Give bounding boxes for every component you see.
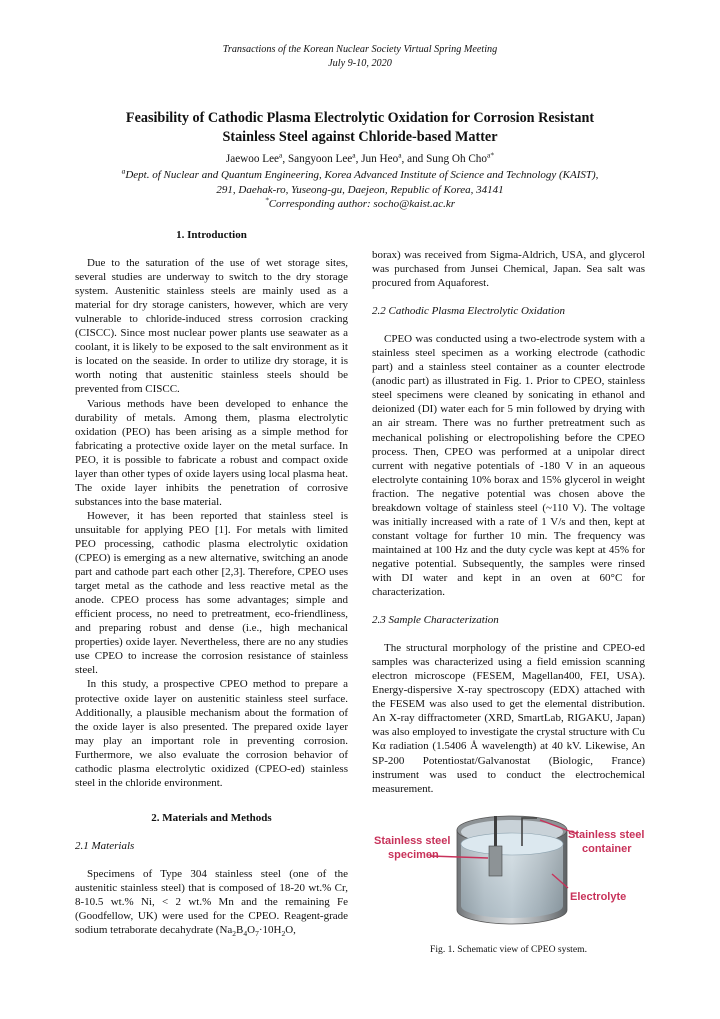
intro-paragraph-4: In this study, a prospective CPEO method to prepare a protective oxide layer on austenitic stainless steel surface. Additionally, a plausible mechanism about the formation of the oxide layer is also presented. The prepared oxide layer may play an important role in preventing corrosion. Furthermore, we also evaluate the corrosion behavior of cathodic plasma electrolytic oxidized (CPEO-ed) stainless steel in the chloride environment.	[75, 678, 348, 789]
intro-paragraph-3: However, it has been reported that stainless steel is unsuitable for applying PEO [1]. For metals with limited PEO processing, cathodic plasma electrolytic oxidation (CPEO) is emerging as a new alternative, switching an anode part and cathode part each other [2,3]. Therefore, CPEO uses target metal as the cathode and less reactive metal as the anode. CPEO process has some advantages; simple and efficient process, no need to pretreatment, eco-friendliness, and preparing robust and dense (i.e., high mechanical properties) oxide layer. Nevertheless, there are no any studies use CPEO to increase the corrosion resistance of stainless steel.	[75, 509, 348, 677]
label-electrolyte: Electrolyte	[570, 891, 627, 903]
conference-header	[0, 44, 720, 69]
formula-subscript: 2	[232, 929, 237, 939]
paper-title	[60, 109, 660, 147]
formula-part: ·10H	[258, 924, 282, 937]
figure-1-caption: Fig. 1. Schematic view of CPEO system.	[430, 944, 587, 955]
subsection-heading-characterization: 2.3 Sample Characterization	[372, 614, 499, 627]
section-heading-introduction: 1. Introduction	[176, 229, 247, 241]
title-line-2: Stainless Steel against Chloride-based Matter	[222, 129, 498, 145]
author-name: and Sung Oh Cho	[407, 153, 487, 165]
affiliation-line-1	[40, 168, 680, 183]
cpeo-schematic-illustration	[372, 812, 645, 930]
label-container-line-2: container	[582, 843, 632, 855]
subsection-heading-cpeo: 2.2 Cathodic Plasma Electrolytic Oxidation	[372, 305, 565, 318]
author-affil-mark: a	[279, 150, 283, 160]
title-line-1: Feasibility of Cathodic Plasma Electrolytic Oxidation for Corrosion Resistant	[125, 110, 595, 126]
label-specimen-line-1: Stainless steel	[374, 835, 451, 847]
label-container-line-1: Stainless steel	[568, 829, 645, 841]
section-heading-methods: 2. Materials and Methods	[151, 811, 272, 824]
affiliation-line-2: 291, Daehak-ro, Yuseong-gu, Daejeon, Republic of Korea, 34141	[216, 183, 504, 196]
intro-paragraph-1: Due to the saturation of the use of wet storage sites, several studies are underway to switch to the dry storage system. Austenitic stainless steels are mainly used as a material for dry storage canisters, however, which are very vulnerable to chloride-induced stress corrosion cracking (CISCC). Since most nuclear power plants use seawater as a coolant, it is likely to be exposed to the salt environment as it is located on the seaside. In order to utilize dry storage, it is worth noting that austenitic stainless steels should be prevented from CISCC.	[75, 257, 348, 396]
author-separator: ,	[355, 153, 362, 165]
container-icon	[457, 816, 567, 924]
formula-part: B	[236, 924, 244, 937]
formula-subscript: 4	[243, 929, 248, 939]
materials-text: Specimens of Type 304 stainless steel (one of the austenitic stainless steel) that is composed of 18-20 wt.% Cr, 8-10.5 wt.% Ni, < 2 wt.% Mn and the remaining Fe (Goodfellow, UK) were used for the CPEO. Reagent-grade sodium tetraborate decahydrate (Na	[75, 867, 348, 937]
formula-subscript: 7	[255, 929, 259, 939]
conference-date: July 9-10, 2020	[328, 58, 392, 69]
materials-continuation: borax) was received from Sigma-Aldrich, USA, and glycerol was purchased from Junsei Chemical, Japan. Sea salt was procured from Aquaforest.	[372, 249, 645, 290]
author-name: Jaewoo Lee	[225, 153, 280, 165]
label-specimen-line-2: specimen	[388, 849, 439, 861]
left-column	[75, 228, 348, 937]
author-affil-mark: a	[398, 150, 402, 160]
affiliation-block	[40, 168, 680, 212]
formula-subscript: 2	[281, 929, 286, 939]
materials-paragraph-1	[75, 867, 348, 937]
affiliation-text: Dept. of Nuclear and Quantum Engineering, Korea Advanced Institute of Science and Technology (KAIST),	[125, 169, 599, 181]
corresponding-author	[40, 197, 680, 212]
conference-name: Transactions of the Korean Nuclear Society Virtual Spring Meeting	[222, 44, 498, 55]
affiliation-mark: a	[121, 166, 126, 176]
author-list	[0, 150, 720, 165]
cpeo-paragraph-1: CPEO was conducted using a two-electrode system with a stainless steel specimen as a working electrode (cathodic part) and a stainless steel container as a counter electrode (anodic part) as illustrated in Fig. 1. Prior to CPEO, stainless steel specimens were cleaned by sonicating in ethanol and deionized (DI) water each for 5 min followed by drying with an air stream. There was no further pretreatment such as mechanical polishing or electropolishing before the CPEO process. Then, CPEO was performed at a unipolar direct current with negative potentials of -180 V in an aqueous electrolyte containing 10% borax and 15% glycerol in weight fraction. The negative potential was chosen above the breakdown voltage of stainless steel (~110 V). The voltage was initially increased with a rate of 1 V/s and then, kept at constant voltage for further 10 min. The frequency was maintained at 100 Hz and the duty cycle was kept at 45% for negative potential. Subsequently, the samples were rinsed with DI water and kept in an oven at 60°C for characterization.	[372, 333, 645, 599]
author-separator: ,	[282, 153, 288, 165]
author-affil-mark: a*	[487, 150, 495, 160]
author-name: Jun Heo	[361, 153, 399, 165]
corresponding-mark: *	[264, 195, 269, 205]
author-affil-mark: a	[352, 150, 356, 160]
author-name: Sangyoon Lee	[287, 153, 353, 165]
formula-part: O,	[285, 924, 296, 937]
intro-paragraph-2: Various methods have been developed to enhance the durability of metals. Among them, plasma electrolytic oxidation (PEO) has been arising as a simple method for fabricating a protective oxide layer on the metal surface. In PEO, it is possible to fabricate a robust and compact oxide layer than other types of oxide layers using local plasma heat. The oxide layer inhibits the penetration of corrosive substances into the base material.	[75, 397, 348, 508]
characterization-paragraph-1: The structural morphology of the pristine and CPEO-ed samples was characterized using a field emission scanning electron microscope (FESEM, Magellan400, FEI, USA). Energy-dispersive X-ray spectroscopy (EDX) attached with the FESEM was also used to get the elemental distribution. An X-ray diffractometer (XRD, SmartLab, RIGAKU, Japan) was also employed to investigate the crystal structure with Cu Kα radiation (1.5406 Å wavelength) at 40 kV. Likewise, An SP-200 Potentiostat/Galvanostat (Biologic, France) instrument was used to conduct the electrochemical measurement.	[372, 642, 645, 795]
formula-part: O	[247, 924, 256, 937]
author-separator: ,	[401, 153, 408, 165]
figure-1-schematic	[372, 812, 645, 930]
subsection-heading-materials: 2.1 Materials	[75, 839, 135, 852]
right-column	[372, 248, 645, 796]
corresponding-text: Corresponding author: socho@kaist.ac.kr	[268, 198, 456, 210]
